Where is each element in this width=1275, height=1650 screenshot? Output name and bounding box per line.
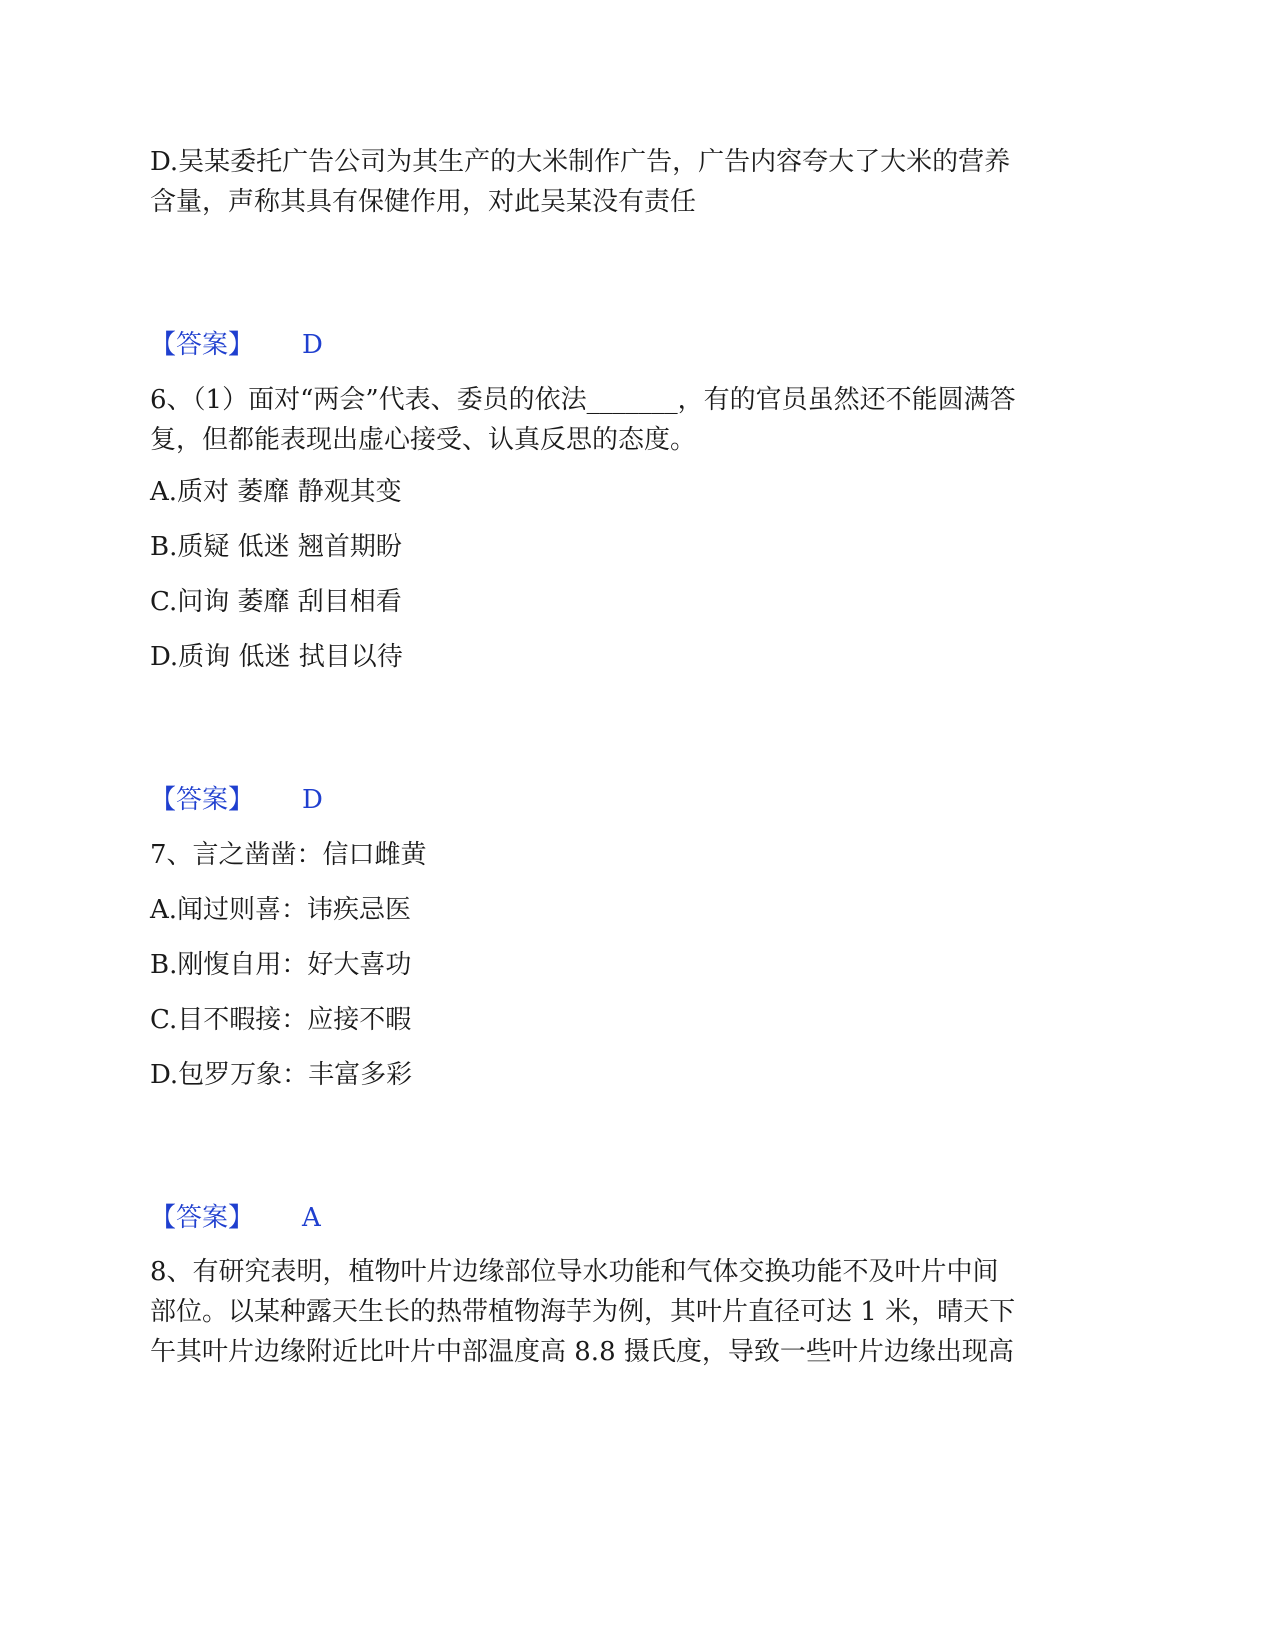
answer-block-5 [150,325,323,365]
answer-label: 【答案】 [150,330,255,360]
answer-label: 【答案】 [150,1203,255,1233]
q6-stem-line1: 6、（1）面对“两会”代表、委员的依法_______，有的官员虽然还不能圆满答 [150,385,1016,415]
answer-value: D [302,330,323,360]
answer-label: 【答案】 [150,785,255,815]
q7-stem: 7、言之凿凿：信口雌黄 [150,840,427,870]
q6-stem-line2: 复，但都能表现出虚心接受、认真反思的态度。 [150,425,697,455]
q5-option-d-line2: 含量，声称其具有保健作用，对此吴某没有责任 [150,187,697,217]
answer-value: D [302,785,323,815]
q7-option-a: A.闻过则喜：讳疾忌医 [150,895,412,925]
q7-option-d: D.包罗万象：丰富多彩 [150,1060,413,1090]
answer-block-6 [150,780,323,820]
q8-stem-line2: 部位。以某种露天生长的热带植物海芋为例，其叶片直径可达 1 米，晴天下 [150,1297,1016,1327]
q6-option-b: B.质疑 低迷 翘首期盼 [150,532,402,562]
q7-option-c: C.目不暇接：应接不暇 [150,1005,412,1035]
q8-stem-line3: 午其叶片边缘附近比叶片中部温度高 8.8 摄氏度，导致一些叶片边缘出现高 [150,1337,1014,1367]
q6-option-a: A.质对 萎靡 静观其变 [150,477,402,507]
q6-option-d: D.质询 低迷 拭目以待 [150,642,403,672]
q6-option-c: C.问询 萎靡 刮目相看 [150,587,402,617]
q8-stem-line1: 8、有研究表明，植物叶片边缘部位导水功能和气体交换功能不及叶片中间 [150,1257,999,1287]
q7-option-b: B.刚愎自用：好大喜功 [150,950,412,980]
answer-value: A [302,1203,321,1233]
q5-option-d-line1: D.吴某委托广告公司为其生产的大米制作广告，广告内容夸大了大米的营养 [150,147,1011,177]
answer-block-7 [150,1198,321,1238]
